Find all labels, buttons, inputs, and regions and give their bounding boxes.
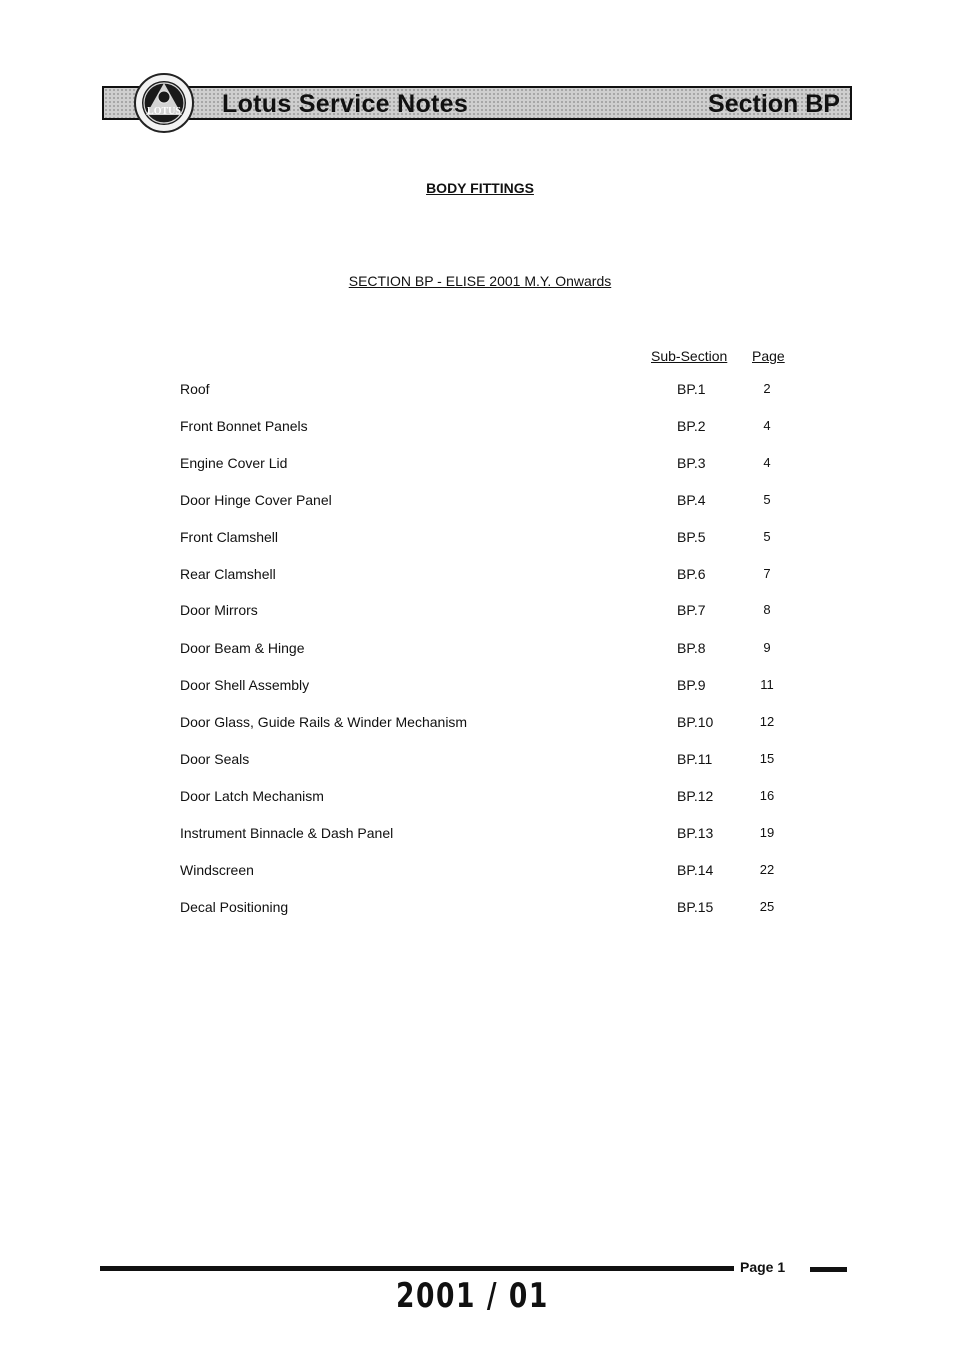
footer-date-code: 2001 / 01 <box>396 1276 549 1316</box>
toc-title: Door Seals <box>180 751 250 767</box>
document-title: BODY FITTINGS <box>426 180 534 196</box>
toc-subsection: BP.2 <box>677 418 706 434</box>
toc-page: 8 <box>763 602 771 617</box>
toc-page: 4 <box>763 455 771 470</box>
toc-row <box>0 602 960 622</box>
toc-subsection: BP.4 <box>677 492 706 508</box>
toc-title: Windscreen <box>180 862 254 878</box>
toc-title: Door Latch Mechanism <box>180 788 324 804</box>
toc-title: Roof <box>180 381 210 397</box>
column-header-page: Page <box>752 348 785 364</box>
toc-title: Front Clamshell <box>180 529 279 545</box>
toc-subsection: BP.14 <box>677 862 714 878</box>
toc-subsection: BP.7 <box>677 602 706 618</box>
toc-subsection: BP.3 <box>677 455 706 471</box>
toc-subsection: BP.11 <box>677 751 713 767</box>
toc-subsection: BP.13 <box>677 825 714 841</box>
toc-page: 4 <box>763 418 771 433</box>
toc-subsection: BP.5 <box>677 529 706 545</box>
toc-subsection: BP.6 <box>677 566 706 582</box>
toc-title: Engine Cover Lid <box>180 455 288 471</box>
toc-row <box>0 381 960 401</box>
toc-title: Door Beam & Hinge <box>180 640 305 656</box>
toc-title: Instrument Binnacle & Dash Panel <box>180 825 394 841</box>
footer-rule-right <box>810 1267 847 1272</box>
toc-row <box>0 677 960 697</box>
toc-title: Rear Clamshell <box>180 566 276 582</box>
toc-page: 15 <box>759 751 775 766</box>
toc-title: Front Bonnet Panels <box>180 418 308 434</box>
toc-page: 22 <box>759 862 775 877</box>
toc-title: Door Hinge Cover Panel <box>180 492 332 508</box>
lotus-logo-icon <box>136 75 192 131</box>
toc-row <box>0 714 960 734</box>
toc-row <box>0 751 960 771</box>
toc-page: 9 <box>763 640 771 655</box>
toc-subsection: BP.15 <box>677 899 714 915</box>
toc-row <box>0 566 960 586</box>
toc-row <box>0 825 960 845</box>
toc-page: 5 <box>763 529 771 544</box>
toc-page: 25 <box>759 899 775 914</box>
logo-text: LOTUS <box>147 106 181 117</box>
toc-subsection: BP.10 <box>677 714 714 730</box>
toc-title: Decal Positioning <box>180 899 289 915</box>
toc-row <box>0 418 960 438</box>
header-banner <box>102 86 852 120</box>
toc-title: Door Shell Assembly <box>180 677 310 693</box>
toc-page: 11 <box>760 677 774 692</box>
toc-page: 5 <box>763 492 771 507</box>
footer-rule-left <box>100 1266 734 1271</box>
toc-subsection: BP.1 <box>677 381 706 397</box>
toc-row <box>0 640 960 660</box>
header-section: Section BP <box>708 90 840 118</box>
column-header-subsection: Sub-Section <box>651 348 728 364</box>
header-title: Lotus Service Notes <box>222 90 469 118</box>
toc-row <box>0 899 960 919</box>
toc-page: 2 <box>763 381 771 396</box>
toc-title: Door Mirrors <box>180 602 258 618</box>
toc-subsection: BP.9 <box>677 677 706 693</box>
toc-page: 7 <box>763 566 771 581</box>
toc-title: Door Glass, Guide Rails & Winder Mechanism <box>180 714 468 730</box>
toc-subsection: BP.12 <box>677 788 714 804</box>
lotus-logo <box>134 73 194 133</box>
toc-row <box>0 492 960 512</box>
document-subtitle: SECTION BP - ELISE 2001 M.Y. Onwards <box>348 273 612 289</box>
toc-page: 12 <box>759 714 775 729</box>
page-number: Page 1 <box>740 1259 786 1275</box>
toc-row <box>0 529 960 549</box>
toc-row <box>0 455 960 475</box>
toc-page: 16 <box>759 788 775 803</box>
toc-row <box>0 862 960 882</box>
toc-page: 19 <box>759 825 775 840</box>
toc-subsection: BP.8 <box>677 640 706 656</box>
toc-row <box>0 788 960 808</box>
